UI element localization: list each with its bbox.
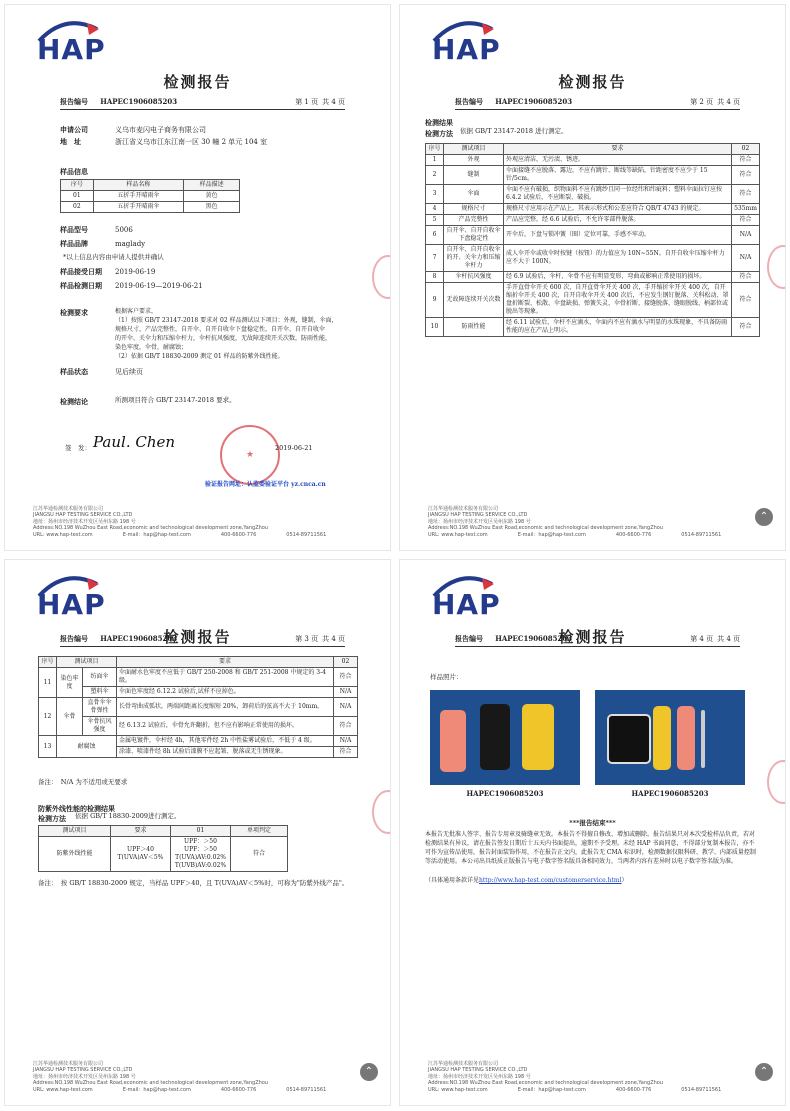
req-label: 检测要求 [60, 308, 88, 317]
page-number [291, 97, 345, 107]
table-cell: 符合 [732, 318, 760, 337]
sample-th-name: 样品名称 [93, 180, 183, 191]
table-cell: 开伞后，下盘与锁冲簧（圈）定位可靠，手感不牢动。 [504, 226, 732, 245]
method-value: 依据 GB/T 23147-2018 进行测定。 [460, 127, 568, 135]
footer-company-en: JIANGSU HAP TESTING SERVICE CO.,LTD [428, 512, 528, 518]
table-cell: 符合 [334, 717, 358, 736]
table-cell: 长骨弯曲成弧状，两端间距离长度缩短 20%，卸荷后的弦高不大于 10mm。 [117, 698, 334, 717]
uv-value: T(UVB)AV:0.02% [174, 862, 227, 869]
test-date-value: 2019-06-19—2019-06-21 [115, 282, 203, 290]
req-line: （2）依据 GB/T 18830-2009 测定 01 样品的防紫外线性能。 [115, 353, 284, 360]
table-row [39, 698, 358, 717]
page-title: 检测报告 [558, 73, 627, 91]
table-cell: 染色牢度 [57, 668, 83, 698]
footer-fax: 0514-89711561 [681, 531, 722, 538]
results-th-req: 要求 [117, 657, 334, 668]
footer-address-cn: 地址：扬州市经济技术开发区吴州东路 198 号 [33, 518, 136, 525]
table-cell: 伞面接缝不应脱落、露边，不应有跳针、断线等缺陷，针距密度不应少于 15 针/5cm。 [504, 166, 732, 185]
req-text [115, 307, 355, 361]
table-cell: 11 [39, 668, 57, 698]
table-cell: 符合 [732, 215, 760, 226]
table-cell: 4 [426, 204, 444, 215]
address-value: 浙江省义乌市江东江南一区 30 幢 2 单元 104 室 [115, 138, 268, 146]
sample-th-desc: 样品描述 [184, 180, 240, 191]
hap-logo [35, 574, 105, 624]
report-no-label: 报告编号 [455, 97, 483, 106]
terms-link[interactable]: http://www.hap-test.com/customerservice.html [479, 877, 622, 884]
sample-th-no: 序号 [61, 180, 94, 191]
na-note: 备注： N/A 为不适用或无要求 [38, 778, 128, 786]
table-cell: 9 [426, 283, 444, 318]
uv-item: 防紫外线性能 [39, 837, 111, 872]
table-cell: 符合 [732, 185, 760, 204]
brand-label: 样品品牌 [60, 239, 88, 248]
terms-suffix: ） [621, 877, 628, 884]
uv-method-value: 依据 GB/T 18830-2009进行测定。 [75, 812, 181, 820]
report-no: HAPEC1906085203 [495, 97, 573, 106]
yellow-umbrella-icon [522, 704, 554, 770]
scroll-top-button[interactable]: ⌃ [755, 1063, 773, 1081]
table-cell: 经 6.9 试验后，伞杆、伞骨不应有明显变形、弯曲或影响正常使用的损坏。 [504, 272, 732, 283]
photo-caption-1: HAPEC1906085203 [466, 789, 544, 798]
table-cell: 经 6.13.2 试验后，伞骨允许翻折，但不应有影响正常使用的损坏。 [117, 717, 334, 736]
footer-company-cn: 江苏华通检测技术服务有限公司 [428, 505, 499, 512]
report-no: HAPEC1906085203 [100, 634, 178, 643]
table-cell: 纺面伞 [83, 668, 117, 687]
page-number [686, 97, 740, 107]
hap-logo [35, 19, 105, 69]
page-title: 检测报告 [558, 628, 627, 646]
table-cell: 成人伞开伞或收伞时按键（按钮）的力值应为 10N~55N。自开自收伞压缩伞杆力应不大于 100N。 [504, 245, 732, 272]
results-th-no: 序号 [426, 144, 444, 155]
report-end: ***报告结束*** [569, 819, 616, 827]
table-cell: 自开伞、自开自收伞下盘稳定性 [444, 226, 504, 245]
applicant-label: 申请公司 [60, 125, 88, 134]
table-row [426, 226, 760, 245]
conclusion-value: 所测项目符合 GB/T 23147-2018 要求。 [115, 396, 236, 404]
sign-label: 签 发： [65, 444, 91, 452]
page-seal-icon [372, 790, 390, 834]
uv-table [38, 825, 288, 872]
table-row [426, 245, 760, 272]
table-cell: 缝制 [444, 166, 504, 185]
pink-umbrella-icon [440, 710, 466, 772]
table-cell: 规格尺寸应用示在产品上，其表示形式和公差应符合 QB/T 4743 的规定。 [504, 204, 732, 215]
sample-info-label: 样品信息 [60, 167, 88, 176]
table-row [39, 687, 358, 698]
table-cell: 产品应完整，经 6.6 试验后，不允许零部件脱落。 [504, 215, 732, 226]
report-page-1 [5, 5, 390, 550]
req-line: （1）按照 GB/T 23147-2018 要求对 02 样品测试以下项目：外观，缝制，伞面， [115, 317, 338, 324]
footer-company-en: JIANGSU HAP TESTING SERVICE CO.,LTD [428, 1067, 528, 1073]
report-page-4 [400, 560, 785, 1105]
table-cell: 规格尺寸 [444, 204, 504, 215]
table-cell: 防雨性能 [444, 318, 504, 337]
uv-req: UPF＞40 T(UVA)AV＜5% [111, 837, 171, 872]
sample-photo-1 [430, 690, 580, 785]
footer-company-en: JIANGSU HAP TESTING SERVICE CO.,LTD [33, 512, 133, 518]
footer-address-en: Address:NO.198 WuZhou East Road,economic and technological development zone,YangZhou [33, 525, 269, 531]
footer-company-cn: 江苏华通检测技术服务有限公司 [428, 1060, 499, 1067]
results-th-req: 要求 [504, 144, 732, 155]
footer-tel: 400-6600-776 [220, 531, 257, 538]
hap-logo [430, 19, 500, 69]
table-cell: 伞面色牢度经 6.12.2 试验后,试样不应掉色。 [117, 687, 334, 698]
table-row [61, 202, 240, 213]
sample-table [60, 179, 240, 213]
report-meta [60, 97, 345, 110]
page-title: 检测报告 [163, 73, 232, 91]
footer-email: E-mail：hap@hap-test.com [122, 531, 191, 538]
uv-th-item: 测试项目 [39, 826, 111, 837]
model-value: 5006 [115, 226, 133, 234]
page-current: 第 3 页 [295, 635, 319, 643]
page-footer [428, 506, 757, 539]
table-cell: 伞面 [444, 185, 504, 204]
table-cell: 无故障连续开关次数 [444, 283, 504, 318]
table-cell: 黄色 [184, 191, 240, 202]
report-no: HAPEC1906085203 [100, 97, 178, 106]
table-row [426, 204, 760, 215]
uv-th-req: 要求 [111, 826, 171, 837]
footer-address-cn: 地址：扬州市经济技术开发区吴州东路 198 号 [33, 1073, 136, 1080]
uv-method-label: 检测方法 [38, 814, 66, 823]
sample-state-value: 见后续页 [115, 368, 143, 376]
table-cell: 伞杆抗风强度 [444, 272, 504, 283]
page-current: 第 2 页 [690, 98, 714, 106]
pink-umbrella-icon [677, 706, 695, 770]
table-cell: 外观 [444, 155, 504, 166]
table-cell: 黑色 [184, 202, 240, 213]
sample-photo-2 [595, 690, 745, 785]
table-cell: N/A [732, 245, 760, 272]
footer-company-en: JIANGSU HAP TESTING SERVICE CO.,LTD [33, 1067, 133, 1073]
table-cell: 伞骨 [57, 698, 83, 736]
uv-value: UPF：＞50 [184, 846, 217, 853]
table-cell: 7 [426, 245, 444, 272]
table-row [426, 283, 760, 318]
table-row [39, 668, 358, 687]
footer-url: URL: www.hap-test.com [33, 1086, 93, 1093]
footer-address-cn: 地址：扬州市经济技术开发区吴州东路 198 号 [428, 1073, 531, 1080]
footer-url: URL: www.hap-test.com [428, 531, 488, 538]
report-meta [455, 97, 740, 110]
table-cell: 产品完整性 [444, 215, 504, 226]
table-row [61, 191, 240, 202]
received-value: 2019-06-19 [115, 268, 156, 276]
terms-prefix: （具体通用条款详见 [425, 877, 480, 884]
uv-result-label: 防紫外线性能的检测结果 [38, 804, 115, 813]
report-page-2 [400, 5, 785, 550]
table-cell: 金属电镀件，伞杆经 4h，其他零件经 2h 中性盐雾试验后，不低于 4 级。 [117, 736, 334, 747]
uv-note: 备注： 按 GB/T 18830-2009 规定，当样品 UPF＞40，且 T(UVA)AV＜5%时，可称为"防紫外线产品"。 [38, 879, 349, 887]
results-th-sample: 02 [732, 144, 760, 155]
table-cell: 01 [61, 191, 94, 202]
verify-link[interactable]: 验证报告网址：认监委验证平台 yz.cnca.cn [205, 481, 326, 488]
table-cell: 经 6.11 试验后，伞杆不应滴水，伞面内不应有滴水与明显的水珠现象，不具备防雨性能的应在产品上明示。 [504, 318, 732, 337]
page-total: 共 4 页 [717, 98, 740, 106]
req-line: 规格尺寸，产品完整性，自开伞、自开自收伞下盘稳定性，自开伞、自开自收伞 [115, 326, 326, 333]
table-cell: 8 [426, 272, 444, 283]
conclusion-label: 检测结论 [60, 397, 88, 406]
table-cell: 伞面耐水色牢度不应低于 GB/T 250-2008 和 GB/T 251-2008 中规定的 3-4 级。 [117, 668, 334, 687]
table-row [426, 166, 760, 185]
table-cell: 外观应清洁，无污渍、锈迹。 [504, 155, 732, 166]
hap-logo [430, 574, 500, 624]
logo-text: HAP [432, 588, 501, 621]
page-current: 第 4 页 [690, 635, 714, 643]
results-th-item: 测试项目 [444, 144, 504, 155]
table-cell: 2 [426, 166, 444, 185]
table-cell: 10 [426, 318, 444, 337]
table-cell: N/A [334, 698, 358, 717]
info-note: *以上信息内容由申请人提供并确认 [63, 253, 164, 261]
page-number [686, 634, 740, 644]
uv-th-sample: 01 [171, 826, 231, 837]
logo-text: HAP [432, 33, 501, 66]
table-cell: 符合 [334, 747, 358, 758]
footer-address-cn: 地址：扬州市经济技术开发区吴州东路 198 号 [428, 518, 531, 525]
sample-state-label: 样品状态 [60, 367, 88, 376]
table-row [39, 717, 358, 736]
table-cell: 五折手开晴雨伞 [93, 191, 183, 202]
result-label: 检测结果 [425, 118, 453, 127]
table-cell: 伞骨抗风强度 [83, 717, 117, 736]
page-seal-icon [767, 245, 785, 289]
signature: Paul. Chen [93, 433, 176, 451]
table-cell: 符合 [732, 166, 760, 185]
page-footer [428, 1061, 757, 1094]
page-current: 第 1 页 [295, 98, 319, 106]
footer-url: URL: www.hap-test.com [33, 531, 93, 538]
table-cell: 02 [61, 202, 94, 213]
page-title: 检测报告 [163, 628, 232, 646]
uv-value: T(UVA)AV:0.02% [175, 854, 226, 861]
brand-value: maglady [115, 240, 146, 248]
footer-fax: 0514-89711561 [681, 1086, 722, 1093]
results-table [425, 143, 760, 337]
table-cell: 直骨伞伞骨弹性 [83, 698, 117, 717]
req-line: 根据客户要求， [115, 308, 158, 315]
received-label: 样品接受日期 [60, 267, 102, 276]
results-th-no: 序号 [39, 657, 57, 668]
uv-value: UPF：＞50 [184, 838, 217, 845]
model-label: 样品型号 [60, 225, 88, 234]
footer-fax: 0514-89711561 [286, 1086, 327, 1093]
report-meta [60, 634, 345, 647]
logo-text: HAP [37, 588, 106, 621]
uv-th-judge: 单项判定 [231, 826, 288, 837]
sign-date: 2019-06-21 [275, 444, 313, 452]
table-row [39, 837, 288, 872]
table-cell: 6 [426, 226, 444, 245]
table-cell: 符合 [732, 272, 760, 283]
footer-company-cn: 江苏华通检测技术服务有限公司 [33, 505, 104, 512]
umbrella-case-icon [607, 714, 651, 764]
footer-url: URL: www.hap-test.com [428, 1086, 488, 1093]
req-line: 染色牢度，伞骨，耐腐蚀； [115, 344, 188, 351]
footer-tel: 400-6600-776 [615, 531, 652, 538]
table-cell: 符合 [732, 155, 760, 166]
footer-address-en: Address:NO.198 WuZhou East Road,economic and technological development zone,YangZhou [428, 1080, 664, 1086]
method-label: 检测方法 [425, 129, 453, 138]
table-cell: 5 [426, 215, 444, 226]
yellow-umbrella-icon [653, 706, 671, 770]
footer-email: E-mail：hap@hap-test.com [122, 1086, 191, 1093]
photo-label: 样品照片： [430, 673, 463, 681]
report-page-3 [5, 560, 390, 1105]
table-cell: 自开伞、自开自收伞的开、关伞力和压缩伞杆力 [444, 245, 504, 272]
table-cell: 符合 [334, 668, 358, 687]
req-line: 的开伞、关伞力和压缩伞杆力，伞杆抗风强度，无故障连续开关次数，防雨性能， [115, 335, 332, 342]
page-number [291, 634, 345, 644]
table-cell: N/A [732, 226, 760, 245]
page-total: 共 4 页 [717, 635, 740, 643]
footer-fax: 0514-89711561 [286, 531, 327, 538]
table-cell: 12 [39, 698, 57, 736]
scroll-top-button[interactable]: ⌃ [755, 508, 773, 526]
scroll-top-button[interactable]: ⌃ [360, 1063, 378, 1081]
table-cell: 手开直骨伞开关 600 次，自开直骨伞开关 400 次，手开缩折伞开关 400 次，自开缩折伞开关 400 次，自开自收伞开关 400 次后，不应发生钢钉脱落、关科松动、罩盘折断裂、松散、伞盘缺损、弹簧失灵、伞骨折断、接缝脱落、缝眼脱线、柄部位或脱出等现象。 [504, 283, 732, 318]
table-row [426, 155, 760, 166]
table-cell: 13 [39, 736, 57, 758]
test-date-label: 样品检测日期 [60, 281, 102, 290]
page-total: 共 4 页 [322, 98, 345, 106]
table-row [426, 215, 760, 226]
table-row [426, 185, 760, 204]
report-meta [455, 634, 740, 647]
table-row [426, 318, 760, 337]
table-cell: N/A [334, 736, 358, 747]
photo-caption-2: HAPEC1906085203 [631, 789, 709, 798]
table-cell: 符合 [732, 283, 760, 318]
table-cell: 涂漆、喷漆件经 8h 试验后漆膜不应起皱、脱落或无生锈现象。 [117, 747, 334, 758]
report-no-label: 报告编号 [60, 97, 88, 106]
results-th-sample: 02 [334, 657, 358, 668]
uv-values [171, 837, 231, 872]
black-umbrella-icon [480, 704, 510, 770]
footer-email: E-mail：hap@hap-test.com [517, 1086, 586, 1093]
footer-address-en: Address:NO.198 WuZhou East Road,economic and technological development zone,YangZhou [428, 525, 664, 531]
footer-company-cn: 江苏华通检测技术服务有限公司 [33, 1060, 104, 1067]
footer-email: E-mail：hap@hap-test.com [517, 531, 586, 538]
footer-tel: 400-6600-776 [220, 1086, 257, 1093]
report-no: HAPEC1906085203 [495, 634, 573, 643]
statement: 本报告无批准人签字、报告专用章及骑缝章无效。本报告不得擅自修改、增加或删除。报告结果只对本次受检样品负责，若对检测结果有异议，请在报告签发日期后十五天内书面提出，逾期不予受理。未经 HAP 书面同意，不得部分复制本报告，亦不可作为宣传品使用，报告封面装饰作用，不在报告正文内，此报告无 CMA 标识时，检测数据仅限科研、教学、内部质量控制等活动使用。本公司出具纸质正版报告与电子数字签名版具备相同效力，当两者内容有差异时以电子数字签名版为准。 [425, 831, 756, 865]
company-seal-icon: ★ [220, 425, 280, 485]
table-cell: 3 [426, 185, 444, 204]
table-cell: 耐腐蚀 [57, 736, 117, 758]
terms-line [425, 876, 628, 886]
results-table-cont [38, 656, 358, 758]
page-seal-icon [372, 255, 390, 299]
table-row [39, 736, 358, 747]
page-seal-icon [767, 760, 785, 804]
table-cell: 塑料伞 [83, 687, 117, 698]
table-cell: 1 [426, 155, 444, 166]
footer-address-en: Address:NO.198 WuZhou East Road,economic and technological development zone,YangZhou [33, 1080, 269, 1086]
report-no-label: 报告编号 [60, 634, 88, 643]
footer-tel: 400-6600-776 [615, 1086, 652, 1093]
page-footer [33, 1061, 362, 1094]
address-label: 地 址 [60, 137, 81, 146]
report-no-label: 报告编号 [455, 634, 483, 643]
page-footer [33, 506, 362, 539]
table-cell: N/A [334, 687, 358, 698]
table-cell: 伞面不应有破损，织物面料不应有跳纱且同一位经纬和纬疵料；塑料伞面拉钉应按 6.4.2 试验后，不应断裂、破损。 [504, 185, 732, 204]
results-th-item: 测试项目 [57, 657, 117, 668]
table-cell: 535mm [732, 204, 760, 215]
applicant-value: 义乌市麦闪电子商务有限公司 [115, 126, 206, 134]
umbrella-shaft-icon [701, 710, 705, 768]
table-cell: 五折手开晴雨伞 [93, 202, 183, 213]
uv-judge: 符合 [231, 837, 288, 872]
logo-text: HAP [37, 33, 106, 66]
table-row [426, 272, 760, 283]
page-total: 共 4 页 [322, 635, 345, 643]
